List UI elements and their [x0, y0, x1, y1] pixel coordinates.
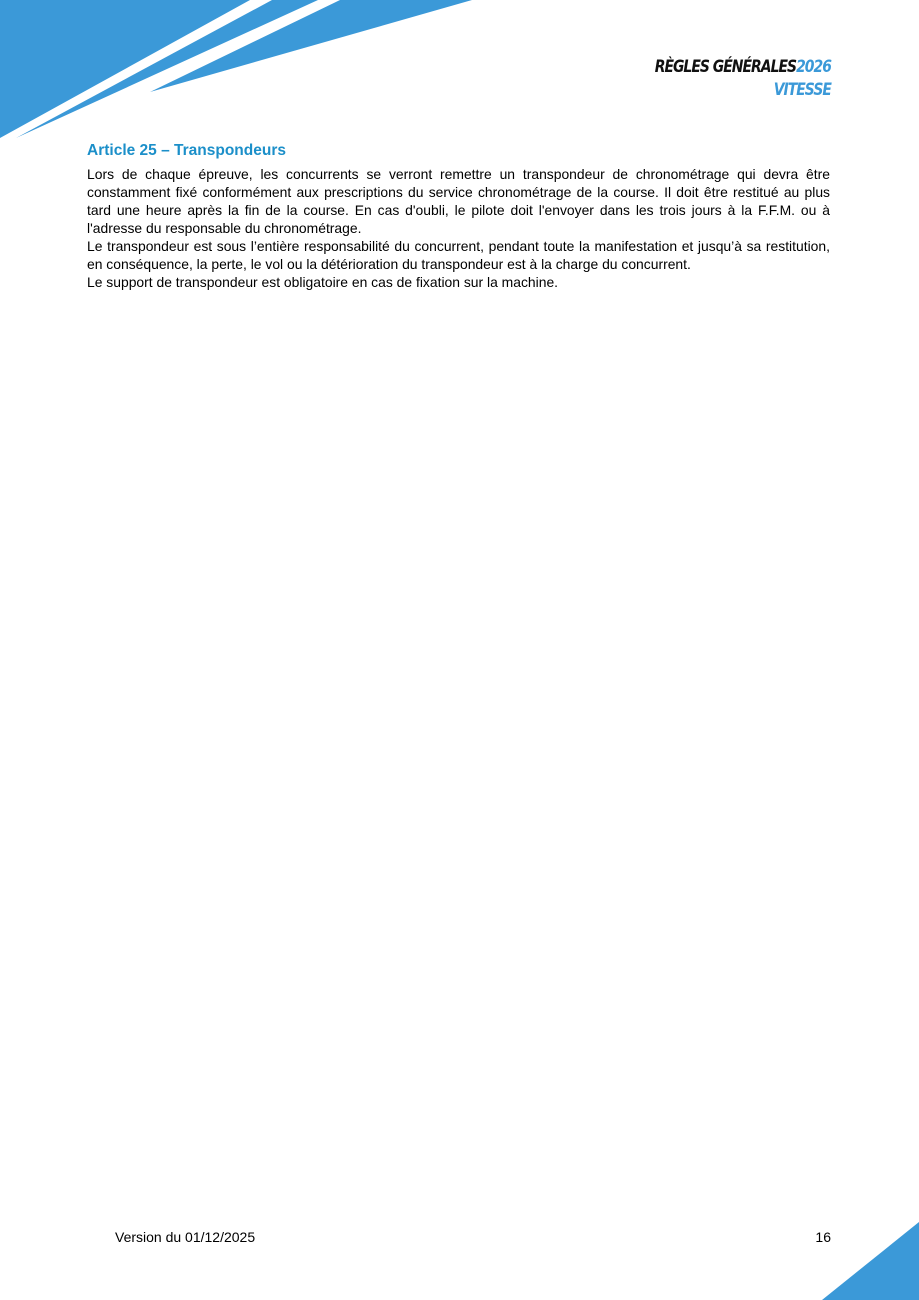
document-header-title: [655, 56, 831, 102]
article-title: Article 25 – Transpondeurs: [87, 142, 286, 159]
article-paragraph-1: Lors de chaque épreuve, les concurrents se verront remettre un transpondeur de chronométrage qui devra être constamment fixé conformément aux prescriptions du service chronométrage de la course. Il doit être restitué au plus tard une heure après la fin de la course. En cas d'oubli, le pilote doit l'envoyer dans les trois jours à la F.F.M. ou à l'adresse du responsable du chronométrage.: [87, 166, 830, 236]
article-paragraph-3: Le support de transpondeur est obligatoire en cas de fixation sur la machine.: [87, 274, 559, 290]
article-paragraph-2: Le transpondeur est sous l’entière responsabilité du concurrent, pendant toute la manifestation et jusqu’à sa restitution, en conséquence, la perte, le vol ou la détérioration du transpondeur est à la charge du concurrent.: [87, 238, 830, 272]
page-number: 16: [815, 1229, 831, 1245]
header-title-main: RÈGLES GÉNÉRALES: [654, 57, 797, 77]
header-title-year: 2026: [796, 57, 831, 77]
footer-version: Version du 01/12/2025: [115, 1229, 256, 1245]
bottom-right-corner-shape: [822, 1222, 919, 1300]
article-content: [87, 141, 830, 291]
header-subtitle: VITESSE: [773, 80, 831, 100]
